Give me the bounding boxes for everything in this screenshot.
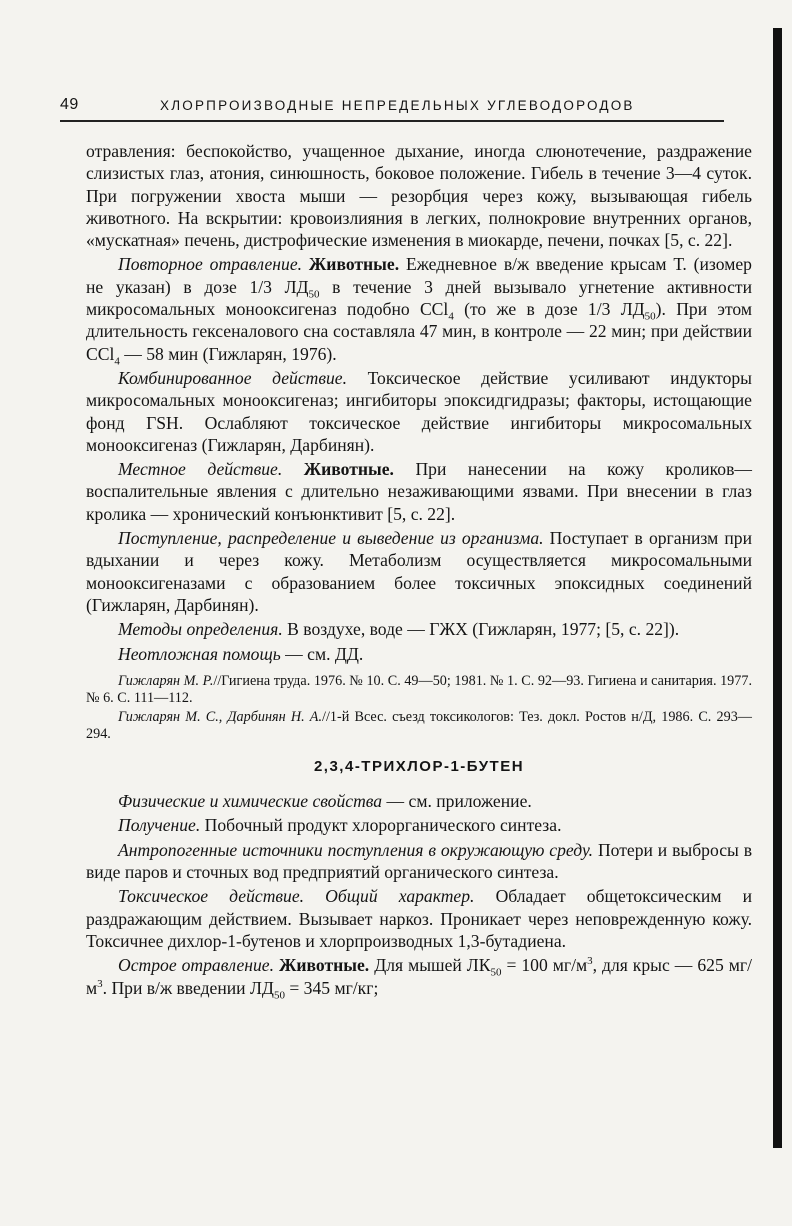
page-number: 49 (60, 96, 79, 113)
paragraph-combined-action: Комбинированное действие. Токсическое действие усиливают индукторы микросомальных монооксигеназ; ингибиторы эпоксидгидразы; факторы, истощающие фонд ГSH. Ослабляют токсическое действие ингибиторы микросомальных монооксигеназ (Гижларян, Дарбинян). (86, 367, 752, 455)
paragraph-properties: Физические и химические свойства — см. приложение. (118, 791, 532, 812)
paragraph-repeated-poisoning: Повторное отравление. Животные. Ежедневное в/ж введение крысам Т. (изомер не указан) в дозе 1/3 $ЛД_{50}$ в течение 3 дней вызывало угнетение активности микросомальных монооксигеназ подобно CCl$_4$ (то же в дозе 1/3 $ЛД_{50}$). При этом длительность гексеналового сна составляла 47 мин, в контроле — 22 мин; при действии CCl$_4$ — 58 мин (Гижларян, 1976). (86, 254, 753, 368)
section-title: 2,3,4-ТРИХЛОР-1-БУТЕН (313, 757, 525, 775)
paragraph-acute-poisoning: Острое отравление. Животные. Для мышей $ЛК_{50} = 100$ $мг/м^3$, для крыс — 625 $мг/м^3$. При в/ж введении $ЛД_{50} = 345$ мг/кг; (86, 955, 752, 1002)
page-edge-shadow (773, 28, 782, 1148)
page-header (60, 94, 722, 116)
running-head: ХЛОРПРОИЗВОДНЫЕ НЕПРЕДЕЛЬНЫХ УГЛЕВОДОРОДОВ (160, 98, 635, 113)
references (86, 673, 752, 744)
paragraph-distribution: Поступление, распределение и выведение из организма. Поступает в организм при вдыхании и через кожу. Метаболизм осуществляется микросомальными монооксигеназами с образованием более токсичных эпоксидных соединений (Гижларян, Дарбинян). (86, 528, 752, 615)
reference-item: Гижларян М. Р.//Гигиена труда. 1976. № 10. С. 49—50; 1981. № 1. С. 92—93. Гигиена и санитария. 1977. № 6. С. 111—112. (86, 672, 752, 707)
paragraph-anthropogenic-sources: Антропогенные источники поступления в окружающую среду. Потери и выбросы в виде паров и сточных вод предприятий органического синтеза. (86, 839, 753, 883)
paragraph-production: Получение. Побочный продукт хлорорганического синтеза. (118, 815, 562, 836)
paragraph-toxic-action: Токсическое действие. Общий характер. Обладает общетоксическим и раздражающим действием. Вызывает наркоз. Проникает через неповрежденную кожу. Токсичнее дихлор-1-бутенов и хлорпроизводных 1,3-бутадиена. (86, 886, 752, 951)
paragraph-local-action: Местное действие. Животные. При нанесении на кожу кроликов—воспалительные явления с длительно незаживающими язвами. При внесении в глаз кролика — хронический конъюнктивит [5, с. 22]. (86, 459, 753, 524)
page-body (86, 140, 752, 1001)
paragraph-emergency-aid: Неотложная помощь — см. ДД. (118, 643, 364, 664)
reference-item: Гижларян М. С., Дарбинян Н. А.//1-й Всес. съезд токсикологов: Тез. докл. Ростов н/Д, 1986. С. 293—294. (86, 708, 752, 743)
header-rule (60, 120, 724, 122)
paragraph-acute-symptoms: отравления: беспокойство, учащенное дыхание, иногда слюнотечение, раздражение слизистых глаз, атония, синюшность, боковое положение. Гибель в течение 3—4 суток. При погружении хвоста мыши — резорбция через кожу, вызывающая гибель животного. На вскрытии: кровоизлияния в легких, полнокровие внутренних органов, «мускатная» печень, дистрофические изменения в миокарде, печени, почках [5, с. 22]. (86, 141, 752, 251)
paragraph-methods: Методы определения. В воздухе, воде — ГЖХ (Гижларян, 1977; [5, с. 22]). (118, 619, 680, 640)
